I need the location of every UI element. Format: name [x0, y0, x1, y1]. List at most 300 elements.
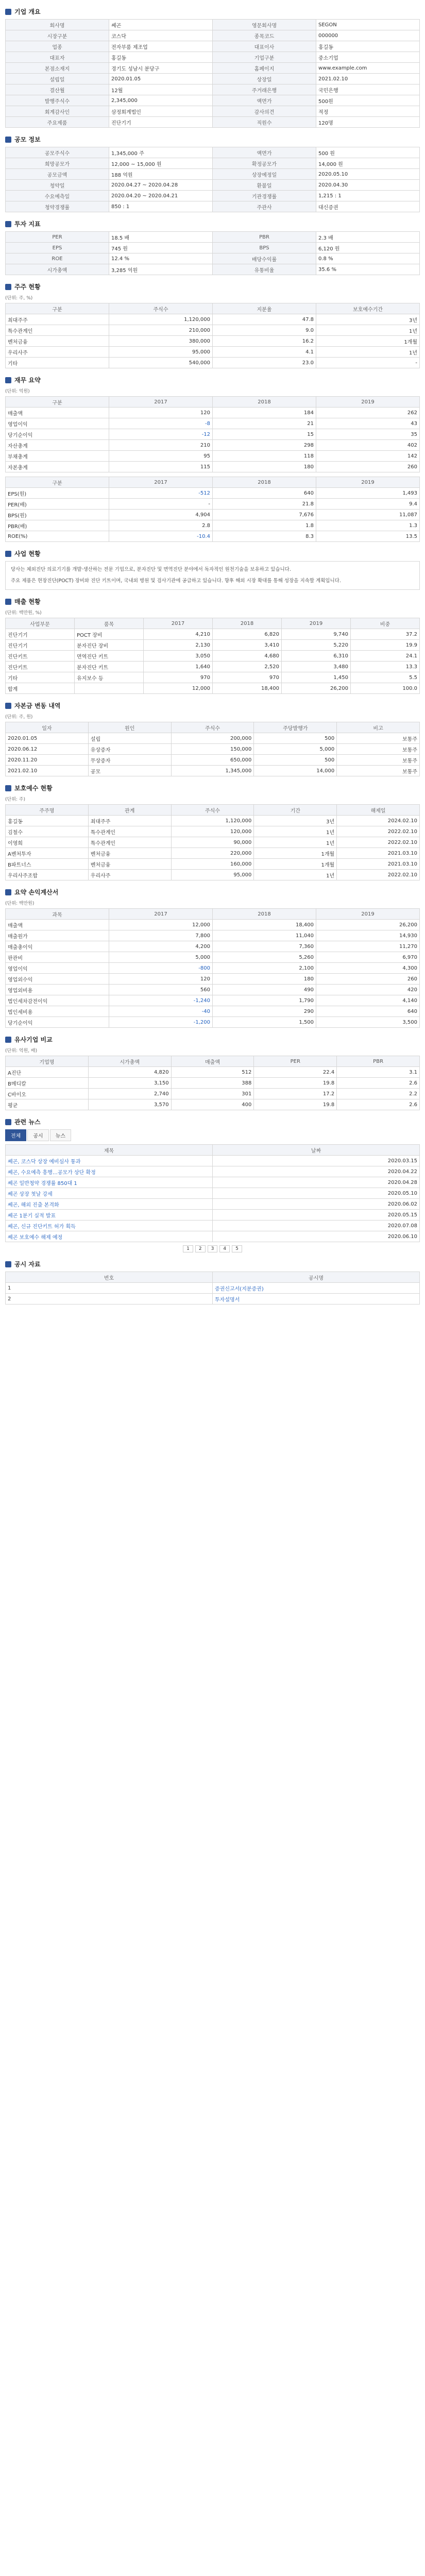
- news-link[interactable]: 쎄곤 상장 첫날 강세: [6, 1188, 213, 1199]
- column-header: 2017: [144, 618, 213, 629]
- table-cell: 650,000: [171, 755, 254, 766]
- table-cell: 영업이익: [6, 418, 109, 429]
- peers-section-title: 유사기업 비교: [5, 1035, 420, 1044]
- table-cell: 1년: [254, 837, 337, 848]
- field-label: 영문회사명: [213, 20, 316, 30]
- table-cell: 118: [213, 451, 316, 462]
- field-label: 홈페이지: [213, 63, 316, 74]
- news-link[interactable]: 쎄곤, 해외 진출 본격화: [6, 1199, 213, 1210]
- table-cell: 24.1: [351, 651, 420, 662]
- column-header: 관계: [88, 805, 171, 816]
- table-cell: 402: [316, 440, 420, 451]
- field-value: 쎄곤: [109, 20, 213, 30]
- field-label: 발행주식수: [6, 95, 109, 106]
- table-cell: 벤처금융: [88, 859, 171, 870]
- field-label: 본점소재지: [6, 63, 109, 74]
- field-value: 중소기업: [316, 52, 420, 63]
- table-row: [6, 1156, 420, 1166]
- table-cell: 최대주주: [6, 314, 109, 325]
- table-cell: 17.2: [254, 1089, 337, 1099]
- field-label: 기업구분: [213, 52, 316, 63]
- column-header: 주식수: [171, 722, 254, 733]
- table-cell: 2: [6, 1294, 213, 1304]
- table-cell: PBR(배): [6, 520, 109, 531]
- table-row: [6, 95, 420, 106]
- table-header-row: [6, 1056, 420, 1067]
- table-cell: 120: [109, 408, 213, 418]
- table-cell: 640: [316, 1006, 420, 1017]
- sales-section-title: 매출 현황: [5, 597, 420, 606]
- field-label: 공모금액: [6, 169, 109, 180]
- table-row: [6, 1078, 420, 1089]
- table-cell: 18,400: [213, 920, 316, 930]
- field-value: 2021.02.10: [316, 74, 420, 84]
- table-row: [6, 314, 420, 325]
- table-cell: 2020.06.12: [6, 744, 89, 755]
- disclosure-link[interactable]: 투자설명서: [213, 1294, 420, 1304]
- table-cell: 15: [213, 429, 316, 440]
- field-label: 결산월: [6, 84, 109, 95]
- table-cell: -8: [109, 418, 213, 429]
- table-cell: 평균: [6, 1099, 89, 1110]
- capital-note: (단위: 주, 원): [5, 715, 33, 720]
- table-cell: 3년: [316, 314, 420, 325]
- table-row: [6, 848, 420, 859]
- field-value: 188 억원: [109, 169, 213, 180]
- table-cell: 4,820: [88, 1067, 171, 1078]
- table-cell: 262: [316, 408, 420, 418]
- news-link[interactable]: 쎄곤 일반청약 경쟁률 850대 1: [6, 1177, 213, 1188]
- business-text-box: [5, 561, 420, 590]
- field-value: 0.8 %: [316, 253, 420, 264]
- table-row: [6, 180, 420, 191]
- table-cell: 무상증자: [88, 755, 171, 766]
- table-cell: 우리사주: [88, 870, 171, 880]
- table-cell: 1,345,000: [171, 766, 254, 776]
- field-label: EPS: [6, 243, 109, 253]
- table-row: [6, 963, 420, 974]
- table-row: [6, 1231, 420, 1242]
- table-row: [6, 930, 420, 941]
- field-label: 액면가: [213, 147, 316, 158]
- table-cell: A벤처투자: [6, 848, 89, 859]
- table-row: [6, 510, 420, 520]
- table-cell: 1.8: [213, 520, 316, 531]
- table-cell: 기타: [6, 358, 109, 368]
- table-cell: 특수관계인: [88, 837, 171, 848]
- news-tab[interactable]: 뉴스: [50, 1129, 71, 1141]
- table-cell: 21: [213, 418, 316, 429]
- finance-summary-table: [5, 396, 420, 472]
- table-cell: 260: [316, 974, 420, 985]
- table-header-row: [6, 722, 420, 733]
- table-cell: -: [109, 499, 213, 510]
- table-cell: 5,220: [282, 640, 351, 651]
- table-cell: 120: [109, 974, 213, 985]
- table-row: [6, 733, 420, 744]
- table-cell: 2,100: [213, 963, 316, 974]
- field-value: 35.6 %: [316, 264, 420, 275]
- news-table: [5, 1144, 420, 1242]
- table-row: [6, 995, 420, 1006]
- table-row: [6, 985, 420, 995]
- table-row: [6, 1089, 420, 1099]
- column-header: 2019: [282, 618, 351, 629]
- field-value: 12,000 ~ 15,000 원: [109, 158, 213, 169]
- table-cell: 2020.07.08: [213, 1221, 420, 1231]
- finance-note: (단위: 억원): [5, 389, 30, 394]
- field-value: 홍길동: [109, 52, 213, 63]
- field-label: PER: [6, 232, 109, 243]
- field-label: 유통비율: [213, 264, 316, 275]
- table-row: [6, 52, 420, 63]
- table-cell: 특수관계인: [6, 325, 109, 336]
- table-row: [6, 952, 420, 963]
- table-cell: 19.8: [254, 1078, 337, 1089]
- table-cell: 김철수: [6, 826, 89, 837]
- table-cell: 2022.02.10: [337, 826, 420, 837]
- field-label: ROE: [6, 253, 109, 264]
- pager-page[interactable]: 5: [232, 1245, 242, 1252]
- table-row: [6, 358, 420, 368]
- table-cell: 공모: [88, 766, 171, 776]
- table-cell: 5,000: [254, 744, 337, 755]
- table-cell: 1년: [254, 826, 337, 837]
- lockup-table: [5, 804, 420, 880]
- table-cell: 26,200: [282, 683, 351, 694]
- table-cell: 기타: [6, 672, 75, 683]
- table-cell: 2021.03.10: [337, 859, 420, 870]
- table-cell: 500: [254, 755, 337, 766]
- field-value: 2020.04.27 ~ 2020.04.28: [109, 180, 213, 191]
- table-cell: 홍길동: [6, 816, 89, 826]
- table-cell: 진단키트: [6, 651, 75, 662]
- table-cell: 자산총계: [6, 440, 109, 451]
- column-header: 2017: [109, 909, 213, 920]
- table-cell: 4,680: [213, 651, 282, 662]
- table-cell: 180: [213, 974, 316, 985]
- table-cell: 95,000: [109, 347, 213, 358]
- table-cell: 260: [316, 462, 420, 472]
- table-row: [6, 683, 420, 694]
- pager-page[interactable]: 2: [195, 1245, 206, 1252]
- table-row: [6, 20, 420, 30]
- business-section-title: 사업 현황: [5, 549, 420, 558]
- field-label: 환불일: [213, 180, 316, 191]
- table-row: [6, 106, 420, 117]
- holdings-note: (단위: 주, %): [5, 296, 33, 301]
- table-cell: 540,000: [109, 358, 213, 368]
- table-row: [6, 1210, 420, 1221]
- table-cell: 1,450: [282, 672, 351, 683]
- news-link[interactable]: 쎄곤, 신규 진단키트 허가 획득: [6, 1221, 213, 1231]
- field-value: SEGON: [316, 20, 420, 30]
- field-value: 120명: [316, 117, 420, 128]
- table-cell: 1.3: [316, 520, 420, 531]
- table-cell: 유상증자: [88, 744, 171, 755]
- table-header-row: [6, 805, 420, 816]
- column-header: 2017: [109, 397, 213, 408]
- news-link[interactable]: 쎄곤, 수요예측 흥행…공모가 상단 확정: [6, 1166, 213, 1177]
- table-row: [6, 147, 420, 158]
- table-cell: 9.0: [213, 325, 316, 336]
- table-cell: 1년: [316, 325, 420, 336]
- table-cell: 1개월: [316, 336, 420, 347]
- table-cell: -12: [109, 429, 213, 440]
- table-cell: 11,270: [316, 941, 420, 952]
- table-cell: 142: [316, 451, 420, 462]
- table-cell: 18,400: [213, 683, 282, 694]
- table-row: [6, 264, 420, 275]
- news-tab[interactable]: 전체: [5, 1129, 26, 1141]
- table-cell: 2022.02.10: [337, 870, 420, 880]
- table-row: [6, 1099, 420, 1110]
- table-header-row: [6, 909, 420, 920]
- table-cell: 매출액: [6, 920, 109, 930]
- table-cell: 1: [6, 1283, 213, 1294]
- table-cell: 13.3: [351, 662, 420, 672]
- investment-section-title: 투자 지표: [5, 219, 420, 228]
- table-cell: 7,676: [213, 510, 316, 520]
- holdings-table: [5, 303, 420, 368]
- table-row: [6, 816, 420, 826]
- field-label: 시가총액: [6, 264, 109, 275]
- field-value: www.example.com: [316, 63, 420, 74]
- table-cell: 11,087: [316, 510, 420, 520]
- table-row: [6, 429, 420, 440]
- news-link[interactable]: 쎄곤 보호예수 해제 예정: [6, 1231, 213, 1242]
- table-cell: 4,904: [109, 510, 213, 520]
- table-cell: PER(배): [6, 499, 109, 510]
- field-label: 수요예측일: [6, 191, 109, 201]
- table-row: [6, 253, 420, 264]
- business-text-2: 주요 제품은 현장진단(POCT) 장비와 진단 키트이며, 국내외 병원 및 검사기관에 공급하고 있습니다. 향후 해외 시장 확대를 통해 성장을 지속할 계획입니다.: [11, 578, 341, 584]
- field-value: 6,120 원: [316, 243, 420, 253]
- table-cell: 7,360: [213, 941, 316, 952]
- table-cell: 2020.11.20: [6, 755, 89, 766]
- table-cell: 2,520: [213, 662, 282, 672]
- column-header: 2018: [213, 397, 316, 408]
- column-header: 제목: [6, 1145, 213, 1156]
- table-cell: 210: [109, 440, 213, 451]
- table-cell: 220,000: [171, 848, 254, 859]
- table-cell: 1년: [254, 870, 337, 880]
- table-cell: 벤처금융: [88, 848, 171, 859]
- field-value: 18.5 배: [109, 232, 213, 243]
- pager-page[interactable]: 1: [183, 1245, 193, 1252]
- column-header: 사업부문: [6, 618, 75, 629]
- column-header: PBR: [337, 1056, 420, 1067]
- table-row: [6, 744, 420, 755]
- field-label: 주관사: [213, 201, 316, 212]
- field-label: 업종: [6, 41, 109, 52]
- table-row: [6, 158, 420, 169]
- column-header: 지분율: [213, 303, 316, 314]
- field-label: 시장구분: [6, 30, 109, 41]
- table-cell: 7,800: [109, 930, 213, 941]
- table-row: [6, 84, 420, 95]
- table-header-row: [6, 303, 420, 314]
- table-cell: BPS(원): [6, 510, 109, 520]
- field-label: PBR: [213, 232, 316, 243]
- table-cell: -512: [109, 488, 213, 499]
- table-cell: 우리사주조합: [6, 870, 89, 880]
- column-header: 2019: [316, 477, 420, 488]
- disclosure-section-title: 공시 자료: [5, 1260, 420, 1268]
- column-header: 일자: [6, 722, 89, 733]
- table-cell: 184: [213, 408, 316, 418]
- table-cell: 자본총계: [6, 462, 109, 472]
- field-label: 설립일: [6, 74, 109, 84]
- disclosure-link[interactable]: 증권신고서(지분증권): [213, 1283, 420, 1294]
- field-value: 진단기기: [109, 117, 213, 128]
- table-row: [6, 440, 420, 451]
- field-label: 종목코드: [213, 30, 316, 41]
- table-cell: 3.1: [337, 1067, 420, 1078]
- table-cell: 2021.02.10: [6, 766, 89, 776]
- column-header: 품목: [75, 618, 144, 629]
- eps-table: [5, 477, 420, 542]
- column-header: 보호예수기간: [316, 303, 420, 314]
- field-label: 청약경쟁률: [6, 201, 109, 212]
- table-cell: 법인세차감전이익: [6, 995, 109, 1006]
- section-icon: [5, 703, 11, 709]
- table-row: [6, 169, 420, 180]
- table-cell: 2020.01.05: [6, 733, 89, 744]
- offering-section-title: 공모 정보: [5, 135, 420, 144]
- pager-page[interactable]: 3: [208, 1245, 218, 1252]
- table-row: [6, 191, 420, 201]
- table-cell: 640: [213, 488, 316, 499]
- table-row: [6, 1221, 420, 1231]
- table-cell: 2.6: [337, 1078, 420, 1089]
- column-header: 비고: [337, 722, 420, 733]
- table-cell: -1,240: [109, 995, 213, 1006]
- field-label: 직원수: [213, 117, 316, 128]
- table-cell: 부채총계: [6, 451, 109, 462]
- table-cell: 19.8: [254, 1099, 337, 1110]
- table-row: [6, 826, 420, 837]
- table-cell: 특수관계인: [88, 826, 171, 837]
- table-cell: 3,500: [316, 1017, 420, 1028]
- table-cell: 22.4: [254, 1067, 337, 1078]
- table-row: [6, 920, 420, 930]
- table-cell: 512: [171, 1067, 254, 1078]
- peers-table: [5, 1056, 420, 1110]
- news-link[interactable]: 쎄곤, 코스닥 상장 예비심사 통과: [6, 1156, 213, 1166]
- table-cell: 26,200: [316, 920, 420, 930]
- table-row: [6, 488, 420, 499]
- table-row: [6, 499, 420, 510]
- table-cell: 최대주주: [88, 816, 171, 826]
- pager-page[interactable]: 4: [219, 1245, 230, 1252]
- section-icon: [5, 785, 11, 791]
- table-cell: 2021.03.10: [337, 848, 420, 859]
- table-cell: 14,930: [316, 930, 420, 941]
- capital-table: [5, 722, 420, 776]
- table-cell: 설립: [88, 733, 171, 744]
- table-cell: POCT 장비: [75, 629, 144, 640]
- lockup-section-title: 보호예수 현황: [5, 784, 420, 792]
- field-label: 공모주식수: [6, 147, 109, 158]
- basic-info-table: [5, 19, 420, 128]
- income-note: (단위: 백만원): [5, 901, 35, 906]
- table-row: [6, 408, 420, 418]
- table-header-row: [6, 1272, 420, 1283]
- table-cell: 1,640: [144, 662, 213, 672]
- column-header: 2019: [316, 397, 420, 408]
- table-row: [6, 629, 420, 640]
- table-cell: 180: [213, 462, 316, 472]
- table-cell: 매출액: [6, 408, 109, 418]
- field-label: 기관경쟁률: [213, 191, 316, 201]
- section-icon: [5, 599, 11, 605]
- table-cell: 420: [316, 985, 420, 995]
- section-icon: [5, 1261, 11, 1267]
- table-header-row: [6, 477, 420, 488]
- table-cell: 1개월: [254, 848, 337, 859]
- table-row: [6, 1283, 420, 1294]
- table-cell: 판관비: [6, 952, 109, 963]
- section-icon: [5, 9, 11, 15]
- table-cell: 500: [254, 733, 337, 744]
- table-row: [6, 336, 420, 347]
- table-cell: 970: [213, 672, 282, 683]
- table-row: [6, 1166, 420, 1177]
- table-cell: 벤처금융: [6, 336, 109, 347]
- table-cell: 12,000: [144, 683, 213, 694]
- table-row: [6, 63, 420, 74]
- table-cell: 90,000: [171, 837, 254, 848]
- field-value: 2,345,000: [109, 95, 213, 106]
- field-value: 14,000 원: [316, 158, 420, 169]
- table-cell: 298: [213, 440, 316, 451]
- field-value: 2020.04.30: [316, 180, 420, 191]
- column-header: 기간: [254, 805, 337, 816]
- field-label: 감사의견: [213, 106, 316, 117]
- table-cell: 4,140: [316, 995, 420, 1006]
- table-row: [6, 1199, 420, 1210]
- income-table: [5, 908, 420, 1028]
- field-value: 1,215 : 1: [316, 191, 420, 201]
- field-value: 2020.04.20 ~ 2020.04.21: [109, 191, 213, 201]
- column-header: 주식수: [109, 303, 213, 314]
- table-cell: 4.1: [213, 347, 316, 358]
- sales-note: (단위: 백만원, %): [5, 611, 42, 616]
- column-header: 번호: [6, 1272, 213, 1283]
- table-cell: -40: [109, 1006, 213, 1017]
- table-cell: 35: [316, 429, 420, 440]
- table-cell: 380,000: [109, 336, 213, 347]
- table-cell: 1,120,000: [109, 314, 213, 325]
- table-row: [6, 462, 420, 472]
- news-tab[interactable]: 공시: [27, 1129, 48, 1141]
- table-header-row: [6, 1145, 420, 1156]
- table-cell: 매출총이익: [6, 941, 109, 952]
- table-cell: 301: [171, 1089, 254, 1099]
- table-cell: 115: [109, 462, 213, 472]
- table-cell: 2020.06.02: [213, 1199, 420, 1210]
- table-cell: C바이오: [6, 1089, 89, 1099]
- field-value: 000000: [316, 30, 420, 41]
- table-cell: 95,000: [171, 870, 254, 880]
- table-cell: 진단기기: [6, 640, 75, 651]
- table-cell: 2.8: [109, 520, 213, 531]
- table-cell: 37.2: [351, 629, 420, 640]
- field-value: 1,345,000 주: [109, 147, 213, 158]
- news-link[interactable]: 쎄곤 1분기 실적 발표: [6, 1210, 213, 1221]
- column-header: 구분: [6, 477, 109, 488]
